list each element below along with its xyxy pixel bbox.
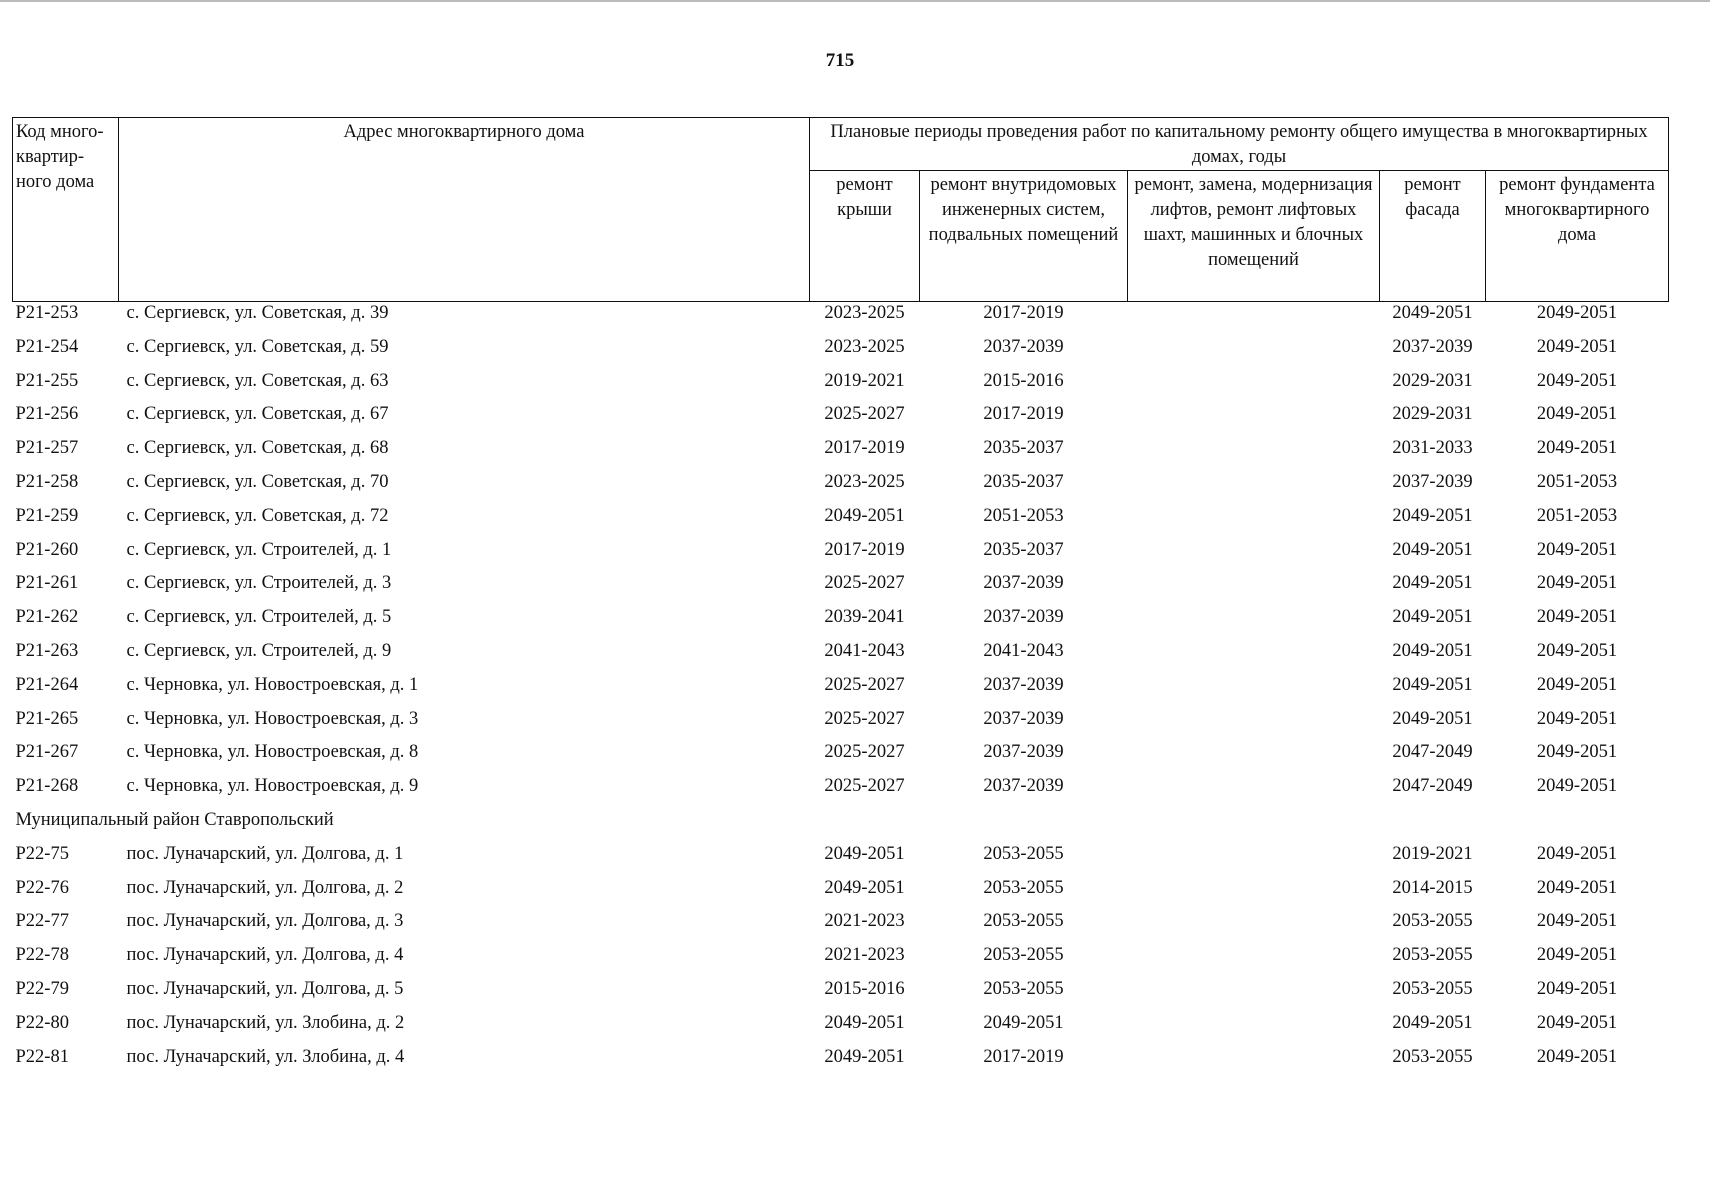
cell-lifts — [1128, 505, 1380, 539]
table-row — [13, 978, 1669, 1012]
header-address — [119, 118, 810, 302]
cell-address: с. Черновка, ул. Новостроевская, д. 1 — [126, 674, 419, 695]
header-facade — [1380, 171, 1486, 302]
table-row — [13, 843, 1669, 877]
header-code — [13, 118, 119, 302]
cell-code: P21-263 — [15, 640, 79, 661]
table-row — [13, 1012, 1669, 1046]
cell-facade: 2053-2055 — [1392, 911, 1473, 932]
cell-foundation: 2049-2051 — [1536, 573, 1618, 594]
cell-engineering: 2037-2039 — [983, 708, 1064, 729]
table-row — [13, 336, 1669, 370]
cell-address: пос. Луначарский, ул. Долгова, д. 1 — [126, 843, 404, 864]
cell-engineering: 2037-2039 — [983, 776, 1064, 797]
cell-facade: 2049-2051 — [1392, 640, 1473, 661]
cell-lifts — [1128, 741, 1380, 775]
cell-address: пос. Луначарский, ул. Долгова, д. 2 — [126, 877, 404, 898]
table-header — [13, 118, 1669, 302]
cell-foundation: 2049-2051 — [1536, 1012, 1618, 1033]
cell-roof: 2049-2051 — [824, 505, 905, 526]
header-engineering-text: ремонт внутридомовых инженерных систем, подвальных помещений — [928, 175, 1119, 245]
cell-roof: 2015-2016 — [824, 978, 905, 999]
cell-foundation: 2049-2051 — [1536, 978, 1618, 999]
cell-engineering: 2015-2016 — [983, 370, 1064, 391]
cell-code: P22-80 — [15, 1012, 69, 1033]
cell-address: с. Сергиевск, ул. Строителей, д. 9 — [126, 640, 392, 661]
cell-foundation: 2049-2051 — [1536, 674, 1618, 695]
cell-foundation: 2049-2051 — [1536, 539, 1618, 560]
section-row — [13, 809, 1669, 843]
cell-facade: 2029-2031 — [1392, 404, 1473, 425]
cell-roof: 2017-2019 — [824, 438, 905, 459]
cell-roof: 2021-2023 — [824, 945, 905, 966]
header-lifts-text: ремонт, замена, модернизация лифтов, ремонт лифтовых шахт, машинных и блочных помещений — [1134, 175, 1373, 270]
cell-engineering: 2053-2055 — [983, 843, 1064, 864]
header-facade-text: ремонт фасада — [1404, 175, 1461, 220]
cell-foundation: 2049-2051 — [1536, 911, 1618, 932]
cell-facade: 2049-2051 — [1392, 674, 1473, 695]
cell-code: P21-260 — [15, 539, 79, 560]
cell-address: пос. Луначарский, ул. Долгова, д. 4 — [126, 945, 404, 966]
cell-engineering: 2041-2043 — [983, 640, 1064, 661]
table-row — [13, 471, 1669, 505]
cell-address: с. Сергиевск, ул. Советская, д. 70 — [126, 471, 389, 492]
cell-lifts — [1128, 910, 1380, 944]
cell-roof: 2025-2027 — [824, 708, 905, 729]
cell-facade: 2049-2051 — [1392, 303, 1473, 323]
cell-engineering: 2053-2055 — [983, 877, 1064, 898]
header-roof — [810, 171, 920, 302]
cell-address: с. Черновка, ул. Новостроевская, д. 8 — [126, 742, 419, 763]
cell-roof: 2041-2043 — [824, 640, 905, 661]
scan-edge-line — [0, 0, 1710, 2]
cell-code: P21-256 — [15, 404, 79, 425]
cell-facade: 2047-2049 — [1392, 776, 1473, 797]
cell-engineering: 2053-2055 — [983, 978, 1064, 999]
table-row — [13, 1046, 1669, 1080]
table-row — [13, 539, 1669, 573]
cell-foundation: 2049-2051 — [1536, 303, 1618, 323]
cell-facade: 2049-2051 — [1392, 708, 1473, 729]
cell-code: P21-254 — [15, 336, 79, 357]
table-body — [13, 302, 1669, 1080]
cell-address: с. Сергиевск, ул. Советская, д. 72 — [126, 505, 389, 526]
cell-address: с. Черновка, ул. Новостроевская, д. 9 — [126, 776, 419, 797]
cell-code: P22-77 — [15, 911, 69, 932]
cell-foundation: 2049-2051 — [1536, 877, 1618, 898]
table-row — [13, 437, 1669, 471]
cell-code: P21-255 — [15, 370, 79, 391]
cell-code: P21-267 — [15, 742, 79, 763]
cell-engineering: 2053-2055 — [983, 945, 1064, 966]
cell-foundation: 2049-2051 — [1536, 708, 1618, 729]
table-row — [13, 944, 1669, 978]
cell-address: пос. Луначарский, ул. Долгова, д. 5 — [126, 978, 404, 999]
cell-address: с. Сергиевск, ул. Советская, д. 59 — [126, 336, 389, 357]
cell-roof: 2023-2025 — [824, 471, 905, 492]
cell-facade: 2053-2055 — [1392, 1046, 1473, 1067]
header-code-text: Код много-квартир-ного дома — [16, 122, 104, 192]
cell-engineering: 2037-2039 — [983, 607, 1064, 628]
table-row — [13, 302, 1669, 336]
cell-facade: 2049-2051 — [1392, 1012, 1473, 1033]
cell-lifts — [1128, 640, 1380, 674]
cell-lifts — [1128, 302, 1380, 336]
cell-address: с. Сергиевск, ул. Советская, д. 39 — [126, 303, 389, 323]
table-row — [13, 775, 1669, 809]
cell-roof: 2049-2051 — [824, 1046, 905, 1067]
cell-facade: 2049-2051 — [1392, 607, 1473, 628]
cell-engineering: 2053-2055 — [983, 911, 1064, 932]
cell-engineering: 2035-2037 — [983, 438, 1064, 459]
cell-address: пос. Луначарский, ул. Злобина, д. 4 — [126, 1046, 405, 1067]
header-address-text: Адрес многоквартирного дома — [343, 122, 585, 142]
cell-address: с. Черновка, ул. Новостроевская, д. 3 — [126, 708, 419, 729]
cell-lifts — [1128, 877, 1380, 911]
cell-facade: 2047-2049 — [1392, 742, 1473, 763]
cell-foundation: 2049-2051 — [1536, 607, 1618, 628]
cell-code: P21-264 — [15, 674, 79, 695]
cell-lifts — [1128, 978, 1380, 1012]
cell-facade: 2031-2033 — [1392, 438, 1473, 459]
cell-foundation: 2049-2051 — [1536, 370, 1618, 391]
cell-foundation: 2049-2051 — [1536, 404, 1618, 425]
header-planned-periods-text: Плановые периоды проведения работ по капитальному ремонту общего имущества в многоквартирных домах, годы — [830, 122, 1648, 167]
cell-lifts — [1128, 471, 1380, 505]
table-row — [13, 708, 1669, 742]
cell-foundation: 2049-2051 — [1536, 640, 1618, 661]
cell-foundation: 2049-2051 — [1536, 438, 1618, 459]
cell-lifts — [1128, 674, 1380, 708]
cell-foundation: 2049-2051 — [1536, 1046, 1618, 1067]
cell-roof: 2049-2051 — [824, 877, 905, 898]
cell-address: пос. Луначарский, ул. Долгова, д. 3 — [126, 911, 404, 932]
cell-roof: 2025-2027 — [824, 573, 905, 594]
cell-engineering: 2051-2053 — [983, 505, 1064, 526]
cell-engineering: 2035-2037 — [983, 539, 1064, 560]
cell-engineering: 2037-2039 — [983, 573, 1064, 594]
cell-lifts — [1128, 606, 1380, 640]
cell-lifts — [1128, 539, 1380, 573]
cell-engineering: 2049-2051 — [983, 1012, 1064, 1033]
cell-address: с. Сергиевск, ул. Советская, д. 63 — [126, 370, 389, 391]
cell-lifts — [1128, 336, 1380, 370]
cell-lifts — [1128, 775, 1380, 809]
header-roof-text: ремонт крыши — [836, 175, 893, 220]
cell-foundation: 2049-2051 — [1536, 843, 1618, 864]
cell-roof: 2023-2025 — [824, 336, 905, 357]
cell-lifts — [1128, 944, 1380, 978]
cell-foundation: 2049-2051 — [1536, 336, 1618, 357]
cell-roof: 2049-2051 — [824, 843, 905, 864]
cell-roof: 2025-2027 — [824, 776, 905, 797]
cell-address: пос. Луначарский, ул. Злобина, д. 2 — [126, 1012, 405, 1033]
cell-roof: 2025-2027 — [824, 742, 905, 763]
cell-roof: 2017-2019 — [824, 539, 905, 560]
cell-lifts — [1128, 403, 1380, 437]
cell-address: с. Сергиевск, ул. Советская, д. 68 — [126, 438, 389, 459]
cell-roof: 2019-2021 — [824, 370, 905, 391]
capital-repair-table — [12, 117, 1669, 1079]
cell-address: с. Сергиевск, ул. Строителей, д. 3 — [126, 573, 392, 594]
table-row — [13, 877, 1669, 911]
cell-facade: 2019-2021 — [1392, 843, 1473, 864]
cell-code: P22-81 — [15, 1046, 69, 1067]
cell-facade: 2037-2039 — [1392, 471, 1473, 492]
cell-lifts — [1128, 370, 1380, 404]
table-row — [13, 403, 1669, 437]
cell-engineering: 2037-2039 — [983, 742, 1064, 763]
cell-engineering: 2037-2039 — [983, 674, 1064, 695]
cell-code: P22-79 — [15, 978, 69, 999]
cell-code: P21-259 — [15, 505, 79, 526]
cell-facade: 2037-2039 — [1392, 336, 1473, 357]
cell-foundation: 2049-2051 — [1536, 742, 1618, 763]
cell-foundation: 2051-2053 — [1536, 471, 1618, 492]
cell-roof: 2039-2041 — [824, 607, 905, 628]
cell-code: P21-268 — [15, 776, 79, 797]
cell-code: P22-78 — [15, 945, 69, 966]
cell-foundation: 2051-2053 — [1536, 505, 1618, 526]
header-foundation-text: ремонт фундамента многоквартирного дома — [1499, 175, 1655, 245]
cell-code: P22-76 — [15, 877, 69, 898]
header-lifts — [1128, 171, 1380, 302]
table-row — [13, 640, 1669, 674]
cell-address: с. Сергиевск, ул. Строителей, д. 1 — [126, 539, 392, 560]
table-row — [13, 910, 1669, 944]
cell-roof: 2023-2025 — [824, 303, 905, 323]
cell-engineering: 2037-2039 — [983, 336, 1064, 357]
cell-facade: 2049-2051 — [1392, 505, 1473, 526]
cell-facade: 2029-2031 — [1392, 370, 1473, 391]
table-row — [13, 674, 1669, 708]
header-foundation — [1486, 171, 1669, 302]
cell-code: P21-261 — [15, 573, 79, 594]
table-row — [13, 370, 1669, 404]
section-title: Муниципальный район Ставропольский — [15, 809, 334, 830]
cell-engineering: 2035-2037 — [983, 471, 1064, 492]
cell-code: P21-253 — [15, 303, 79, 323]
header-engineering — [920, 171, 1128, 302]
cell-foundation: 2049-2051 — [1536, 945, 1618, 966]
cell-lifts — [1128, 843, 1380, 877]
cell-lifts — [1128, 708, 1380, 742]
page-number: 715 — [825, 50, 855, 71]
cell-foundation: 2049-2051 — [1536, 776, 1618, 797]
cell-code: P22-75 — [15, 843, 69, 864]
header-planned-periods — [810, 118, 1669, 171]
cell-facade: 2014-2015 — [1392, 877, 1473, 898]
table-row — [13, 606, 1669, 640]
cell-engineering: 2017-2019 — [983, 303, 1064, 323]
cell-code: P21-258 — [15, 471, 79, 492]
cell-roof: 2025-2027 — [824, 674, 905, 695]
cell-roof: 2049-2051 — [824, 1012, 905, 1033]
cell-engineering: 2017-2019 — [983, 404, 1064, 425]
cell-facade: 2049-2051 — [1392, 539, 1473, 560]
cell-lifts — [1128, 437, 1380, 471]
cell-code: P21-257 — [15, 438, 79, 459]
table-row — [13, 572, 1669, 606]
cell-facade: 2053-2055 — [1392, 945, 1473, 966]
cell-engineering: 2017-2019 — [983, 1046, 1064, 1067]
cell-code: P21-265 — [15, 708, 79, 729]
cell-lifts — [1128, 572, 1380, 606]
cell-address: с. Сергиевск, ул. Советская, д. 67 — [126, 404, 389, 425]
cell-facade: 2049-2051 — [1392, 573, 1473, 594]
table-row — [13, 741, 1669, 775]
table-row — [13, 505, 1669, 539]
cell-roof: 2025-2027 — [824, 404, 905, 425]
cell-lifts — [1128, 1012, 1380, 1046]
cell-address: с. Сергиевск, ул. Строителей, д. 5 — [126, 607, 392, 628]
cell-facade: 2053-2055 — [1392, 978, 1473, 999]
cell-lifts — [1128, 1046, 1380, 1080]
cell-code: P21-262 — [15, 607, 79, 628]
cell-roof: 2021-2023 — [824, 911, 905, 932]
